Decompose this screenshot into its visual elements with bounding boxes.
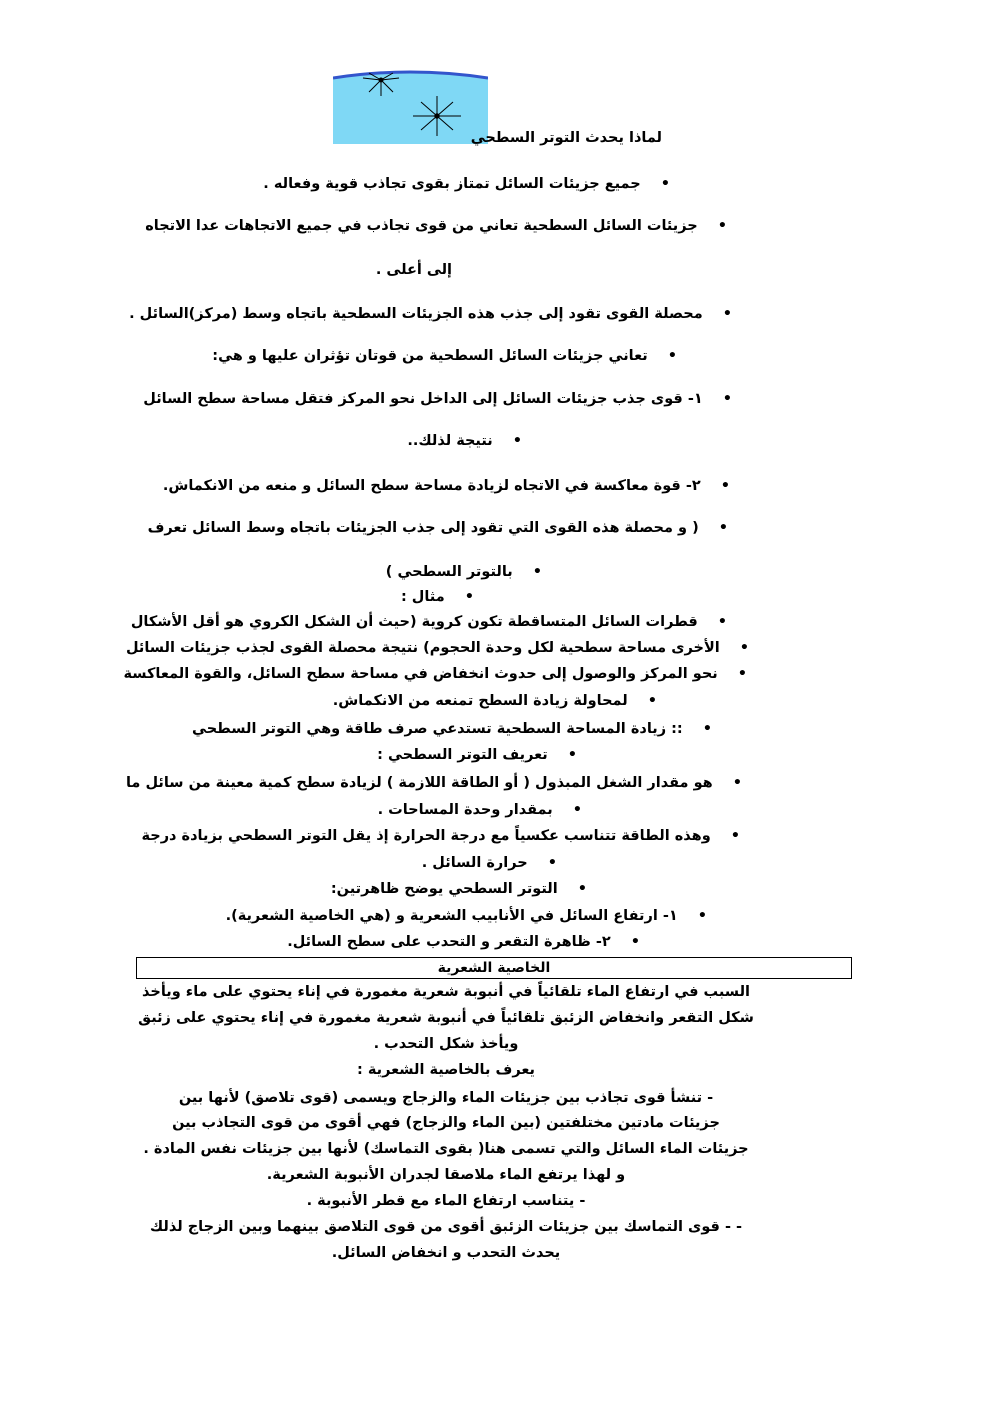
line-text: تعاني جزيئات السائل السطحية من قوتان تؤثران عليها و هي: xyxy=(212,348,648,364)
body-line xyxy=(123,664,747,684)
bullet-icon: • xyxy=(572,802,582,818)
bullet-icon: • xyxy=(547,855,557,871)
line-text: بالتوتر السطحي ) xyxy=(385,564,513,580)
body-line xyxy=(145,216,727,236)
capillary-heading: الخاصية الشعرية xyxy=(136,957,852,979)
bullet-icon: • xyxy=(630,934,640,950)
bullet-icon: • xyxy=(722,306,732,322)
capillary-line: و لهذا يرتفع الماء ملاصقا لجدران الأنبوبة الشعرية. xyxy=(266,1167,626,1183)
body-line xyxy=(376,260,452,280)
line-text: إلى أعلى . xyxy=(375,262,452,278)
body-line xyxy=(126,638,749,658)
bullet-icon: • xyxy=(532,564,542,580)
capillary-line: السبب في ارتفاع الماء تلقائياً في أنبوبة شعرية مغمورة في إناء يحتوي على ماء ويأخذ xyxy=(142,984,750,1000)
capillary-line: شكل التقعر وانخفاض الزئبق تلقائياً في أنبوبة شعرية مغمورة في إناء يحتوي على زئبق xyxy=(138,1010,754,1026)
capillary-line: ويأخذ شكل التحدب . xyxy=(373,1036,519,1052)
line-text: ٢- ظاهرة التقعر و التحدب على سطح السائل. xyxy=(287,934,611,950)
bullet-icon: • xyxy=(722,391,732,407)
line-text: هو مقدار الشغل المبذول ( أو الطاقة اللازمة ) لزيادة سطح كمية معينة من سائل ما xyxy=(125,775,713,791)
bullet-icon: • xyxy=(717,614,727,630)
line-text: جزيئات السائل السطحية تعاني من قوى تجاذب في جميع الاتجاهات عدا الاتجاه xyxy=(145,218,698,234)
line-text: نحو المركز والوصول إلى حدوث انخفاض في مساحة سطح السائل، والقوة المعاكسة xyxy=(123,666,718,682)
body-line xyxy=(126,773,742,793)
line-text: ١- قوى جذب جزيئات السائل إلى الداخل نحو المركز فتقل مساحة سطح السائل xyxy=(143,391,703,407)
body-line xyxy=(141,826,740,846)
bullet-icon: • xyxy=(577,881,587,897)
line-text: جميع جزيئات السائل تمتاز بقوى تجاذب قوية وفعاله . xyxy=(263,176,641,192)
body-line xyxy=(163,476,730,496)
body-line xyxy=(331,879,587,899)
liquid-body xyxy=(333,72,488,144)
line-text: :: زيادة المساحة السطحية تستدعي صرف طاقة وهي التوتر السطحي xyxy=(192,721,683,737)
bullet-icon: • xyxy=(464,589,474,605)
body-line xyxy=(386,562,542,582)
line-text: نتيجة لذلك.. xyxy=(407,433,493,449)
bullet-icon: • xyxy=(720,478,730,494)
capillary-line: جزيئات الماء السائل والتي تسمى هنا( بقوى التماسك) لأنها بين جزيئات نفس المادة . xyxy=(143,1141,749,1157)
bullet-icon: • xyxy=(732,775,742,791)
line-text: تعريف التوتر السطحي : xyxy=(377,747,548,763)
line-text: التوتر السطحي يوضح ظاهرتين: xyxy=(330,881,558,897)
line-text: محصلة القوى تقود إلى جذب هذه الجزيئات السطحية باتجاه وسط (مركز)السائل . xyxy=(129,306,703,322)
body-line xyxy=(131,612,727,632)
bullet-icon: • xyxy=(697,908,707,924)
body-line xyxy=(192,719,712,739)
capillary-line: يحدث التحدب و انخفاض السائل. xyxy=(331,1245,561,1261)
capillary-line: - - قوى التماسك بين جزيئات الزئبق أقوى من قوى التلاصق بينهما وبين الزجاج لذلك xyxy=(149,1219,743,1235)
bullet-icon: • xyxy=(737,666,747,682)
bullet-icon: • xyxy=(512,433,522,449)
capillary-line: - تنشأ قوى تجاذب بين جزيئات الماء والزجاج ويسمى (قوى تلاصق) لأنها بين xyxy=(178,1090,714,1106)
body-line xyxy=(287,932,640,952)
line-text: الأخرى مساحة سطحية لكل وحدة الحجوم) نتيجة محصلة القوى لجذب جزيئات السائل xyxy=(125,640,720,656)
line-text: ( و محصلة هذه القوى التي تقود إلى جذب الجزيئات باتجاه وسط السائل تعرف xyxy=(147,520,699,536)
line-text: مثال : xyxy=(400,589,445,605)
body-line xyxy=(401,587,474,607)
bullet-icon: • xyxy=(647,693,657,709)
line-text: بمقدار وحدة المساحات . xyxy=(377,802,553,818)
body-line xyxy=(377,745,577,765)
bullet-icon: • xyxy=(730,828,740,844)
line-text: ٢- قوة معاكسة في الاتجاه لزيادة مساحة سطح السائل و منعه من الانكماش. xyxy=(162,478,701,494)
line-text: لمحاولة زيادة السطح تمنعه من الانكماش. xyxy=(332,693,628,709)
capillary-line: جزيئات مادتين مختلفتين (بين الماء والزجاج) فهي أقوى من قوى التجاذب بين xyxy=(172,1115,720,1131)
body-line xyxy=(263,174,670,194)
bullet-icon: • xyxy=(702,721,712,737)
body-line xyxy=(143,389,732,409)
body-line xyxy=(129,304,732,324)
body-line xyxy=(333,691,657,711)
body-line xyxy=(212,346,677,366)
body-line xyxy=(226,906,707,926)
bullet-icon: • xyxy=(718,520,728,536)
bullet-icon: • xyxy=(660,176,670,192)
line-text: قطرات السائل المتساقطة تكون كروية (حيث أن الشكل الكروي هو أقل الأشكال xyxy=(130,614,698,630)
bullet-icon: • xyxy=(667,348,677,364)
body-line xyxy=(407,431,522,451)
bullet-icon: • xyxy=(739,640,749,656)
line-text: حرارة السائل . xyxy=(421,855,528,871)
capillary-line: - يتناسب ارتفاع الماء مع قطر الأنبوبة . xyxy=(306,1193,586,1209)
body-line xyxy=(422,853,557,873)
body-line xyxy=(148,518,728,538)
surface-tension-diagram xyxy=(333,70,488,144)
page-title: لماذا يحدث التوتر السطحي xyxy=(470,130,662,146)
line-text: ١- ارتفاع السائل في الأنابيب الشعرية و (هي الخاصية الشعرية). xyxy=(225,908,678,924)
capillary-line: يعرف بالخاصية الشعرية : xyxy=(356,1062,535,1078)
bullet-icon: • xyxy=(567,747,577,763)
bullet-icon: • xyxy=(717,218,727,234)
body-line xyxy=(378,800,582,820)
line-text: وهذه الطاقة تتناسب عكسياً مع درجة الحرارة إذ يقل التوتر السطحي بزيادة درجة xyxy=(141,828,711,844)
